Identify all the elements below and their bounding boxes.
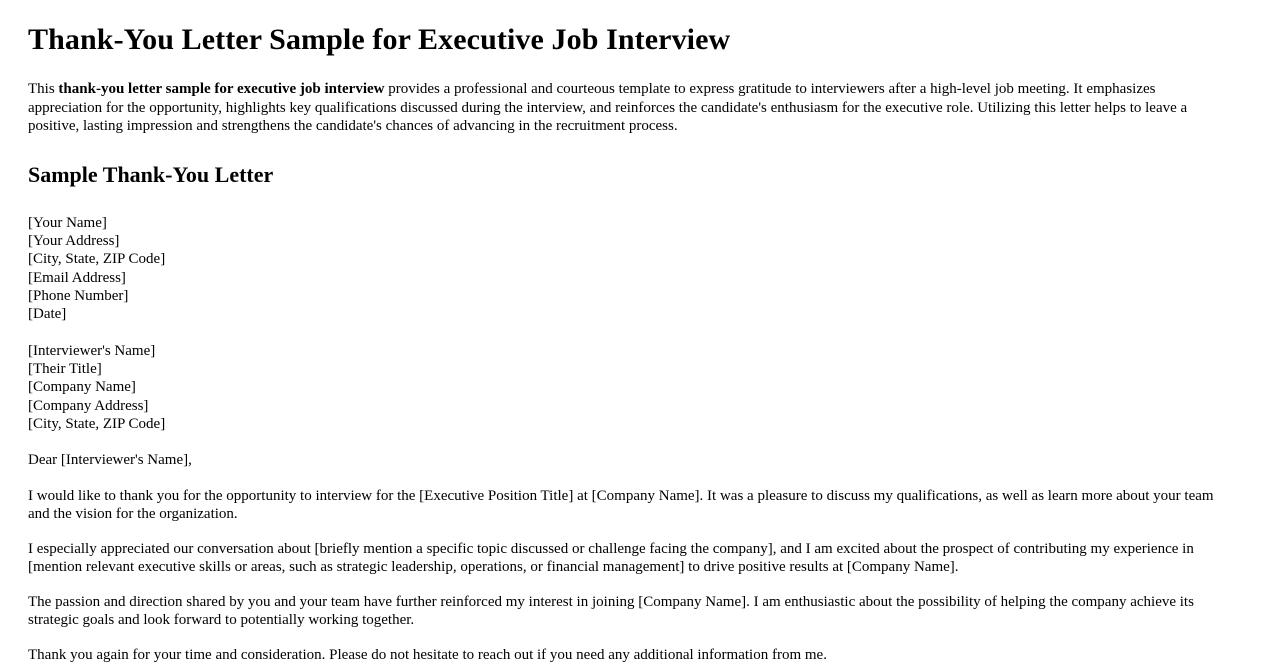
- intro-prefix: This: [28, 81, 59, 97]
- recipient-city-state-zip: [City, State, ZIP Code]: [28, 415, 166, 432]
- recipient-address-block: [28, 342, 1232, 433]
- page-title: Thank-You Letter Sample for Executive Job Interview: [28, 23, 731, 56]
- intro-rest: provides a professional and courteous template to express gratitude to interviewers after a high-level job meeting. It emphasizes appreciation for the opportunity, highlights key qualifications discussed during the interview, and reinforces the candidate's enthusiasm for the executive role. Utilizing this letter helps to leave a positive, lasting impression and strengthens the candidate's chances of advancing in the recruitment process.: [28, 81, 1188, 134]
- recipient-company-address: [Company Address]: [28, 397, 149, 414]
- salutation: Dear [Interviewer's Name],: [28, 452, 192, 469]
- intro-paragraph: [28, 80, 1232, 136]
- letter-paragraph-1: I would like to thank you for the opportunity to interview for the [Executive Position Title] at [Company Name]. It was a pleasure to discuss my qualifications, as well as learn more about your team and the vision for the organization.: [28, 487, 1214, 523]
- sender-city-state-zip: [City, State, ZIP Code]: [28, 251, 166, 268]
- recipient-name: [Interviewer's Name]: [28, 342, 156, 359]
- sender-email: [Email Address]: [28, 269, 126, 286]
- sender-address-block: [28, 214, 1232, 324]
- letter-date: [Date]: [28, 306, 67, 323]
- letter-paragraph-2: I especially appreciated our conversation about [briefly mention a specific topic discussed or challenge facing the company], and I am excited about the prospect of contributing my experience in [mention relevant executive skills or areas, such as strategic leadership, operations, or financial management] to drive positive results at [Company Name].: [28, 540, 1194, 576]
- sender-address: [Your Address]: [28, 233, 120, 250]
- section-title-sample-letter: Sample Thank-You Letter: [28, 161, 274, 187]
- recipient-company: [Company Name]: [28, 379, 136, 396]
- recipient-title: [Their Title]: [28, 360, 102, 377]
- sender-phone: [Phone Number]: [28, 288, 129, 305]
- letter-paragraph-4: Thank you again for your time and consideration. Please do not hesitate to reach out if you need any additional information from me.: [28, 646, 827, 663]
- letter-paragraph-3: The passion and direction shared by you and your team have further reinforced my interest in joining [Company Name]. I am enthusiastic about the possibility of helping the company achieve its strategic goals and look forward to potentially working together.: [28, 593, 1194, 629]
- intro-bold-phrase: thank-you letter sample for executive job interview: [58, 81, 385, 97]
- sender-name: [Your Name]: [28, 214, 107, 231]
